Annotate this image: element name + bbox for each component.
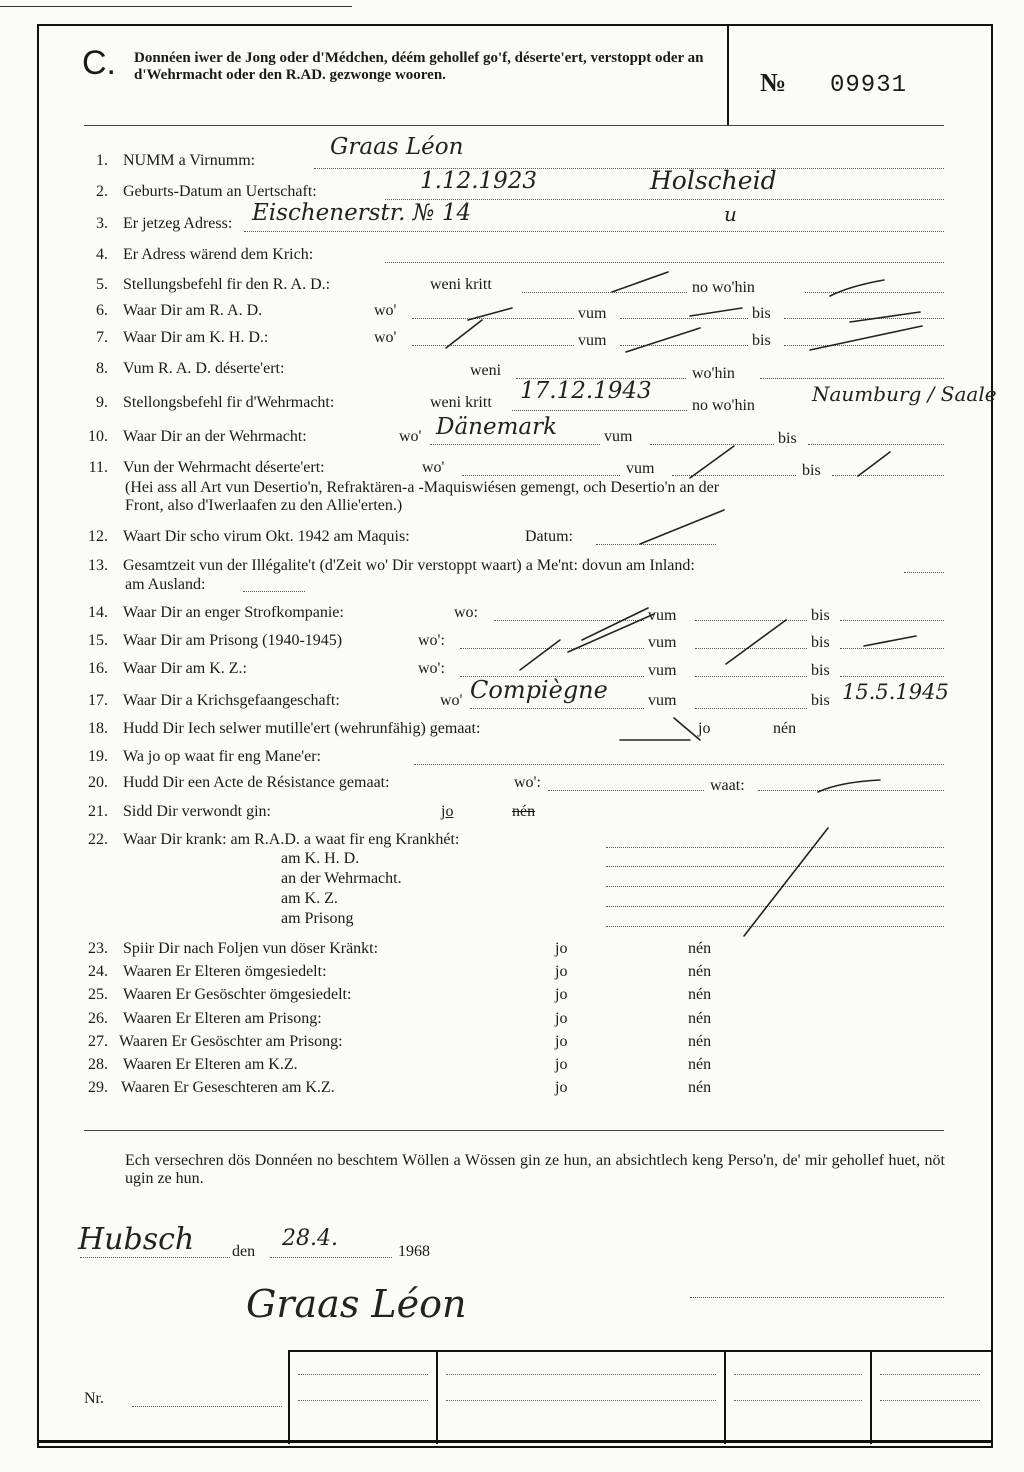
row-label: Er jetzeg Adress:: [123, 215, 233, 232]
row-number: 5.: [96, 276, 108, 293]
row-number: 6.: [96, 302, 108, 319]
row-number: 3.: [96, 215, 108, 232]
row-datum-label: Datum:: [525, 528, 573, 545]
row-label: Hudd Dir een Acte de Résistance gemaat:: [123, 774, 390, 791]
row-label: am Ausland:: [125, 576, 206, 593]
row-bis-label: bis: [811, 634, 830, 651]
row-number: 21.: [88, 803, 108, 820]
row-label: Geburts-Datum an Uertschaft:: [123, 183, 317, 200]
row-sub-label: am Prisong: [281, 910, 354, 927]
answer-nen[interactable]: nén: [773, 720, 797, 737]
row-label: Waaren Er Elteren am K.Z.: [123, 1056, 298, 1073]
row-label: Waaren Er Gesöschter ömgesiedelt:: [123, 986, 352, 1003]
row-number: 16.: [88, 660, 108, 677]
answer-nen[interactable]: nén: [512, 803, 536, 820]
row-number: 11.: [88, 459, 108, 476]
row-sub-label: an der Wehrmacht.: [281, 870, 402, 887]
row-number: 10.: [88, 428, 108, 445]
row-label: Wa jo op waat fir eng Mane'er:: [123, 748, 321, 765]
row-number: 4.: [96, 246, 108, 263]
row-number: 13.: [88, 557, 108, 574]
handwritten-birth-date: 1.12.1923: [420, 168, 538, 194]
row-vum-label: vum: [648, 692, 677, 709]
row-vum-label: vum: [578, 332, 607, 349]
row-label: Waaren Er Elteren ömgesiedelt:: [123, 963, 327, 980]
row-note: (Hei ass all Art vun Desertio'n, Refraktären-a -Maquiswiésen gemengt, och Desertio'n an der: [125, 479, 720, 496]
row-number: 15.: [88, 632, 108, 649]
answer-nen[interactable]: nén: [688, 986, 712, 1003]
row-bis-label: bis: [811, 607, 830, 624]
row-number: 20.: [88, 774, 108, 791]
row-wo-label: wo': [374, 329, 397, 346]
answer-jo[interactable]: jo: [555, 1079, 568, 1096]
row-vum-label: vum: [626, 460, 655, 477]
row-label: NUMM a Virnumm:: [123, 152, 256, 169]
row-wo-label: wo:: [454, 604, 478, 621]
handwritten-captivity-until: 15.5.1945: [842, 680, 949, 704]
row-label: Waar Dir krank: am R.A.D. a waat fir eng Krankhét:: [123, 831, 460, 848]
row-waat-label: waat:: [710, 777, 745, 794]
row-label: Stellongsbefehl fir d'Wehrmacht:: [123, 394, 335, 411]
handwritten-wehrmacht-date: 17.12.1943: [520, 378, 652, 404]
nr-label: Nr.: [84, 1390, 104, 1407]
row-vum-label: vum: [648, 634, 677, 651]
handwritten-address: Eischenerstr. № 14: [252, 200, 472, 226]
answer-jo[interactable]: jo: [441, 803, 454, 820]
row-number: 29.: [88, 1079, 108, 1096]
row-number: 27.: [88, 1033, 108, 1050]
handwritten-address-ditto: u: [724, 202, 737, 226]
row-wo-label: wo': [374, 302, 397, 319]
stroke: [468, 308, 512, 320]
row-bis-label: bis: [752, 305, 771, 322]
row-label: Waaren Er Gesöschter am Prisong:: [119, 1033, 343, 1050]
row-bis-label: bis: [811, 662, 830, 679]
row-number: 1.: [96, 152, 108, 169]
stroke: [674, 718, 700, 740]
stroke: [850, 312, 920, 322]
answer-jo[interactable]: jo: [555, 940, 568, 957]
row-bis-label: bis: [778, 430, 797, 447]
answer-nen[interactable]: nén: [688, 963, 712, 980]
handwritten-birth-place: Holscheid: [650, 166, 777, 195]
answer-jo[interactable]: jo: [555, 963, 568, 980]
stroke: [626, 328, 700, 352]
stroke: [818, 780, 880, 792]
row-number: 14.: [88, 604, 108, 621]
row-wo-label: wo':: [418, 632, 445, 649]
row-number: 17.: [88, 692, 108, 709]
row-number: 12.: [88, 528, 108, 545]
stroke: [568, 614, 654, 652]
row-sub-label: am K. Z.: [281, 890, 338, 907]
signature: Graas Léon: [246, 1282, 467, 1326]
row-number: 26.: [88, 1010, 108, 1027]
declaration-text: Ech versechren dös Donnéen no beschtem Wöllen a Wössen gin ze hun, an absichtlech keng Perso'n, de' mir gehollef huet, nöt ugin ze hun.: [125, 1152, 945, 1187]
stroke: [640, 510, 724, 544]
row-label: Waar Dir an enger Strofkompanie:: [123, 604, 344, 621]
row-label: Spiir Dir nach Foljen vun döser Kränkt:: [123, 940, 379, 957]
answer-nen[interactable]: nén: [688, 1079, 712, 1096]
row-label: Waar Dir a Krichsgefaangeschaft:: [123, 692, 340, 709]
row-number: 23.: [88, 940, 108, 957]
row-vum-label: vum: [604, 428, 633, 445]
row-label: Gesamtzeit vun der Illégalite't (d'Zeit wo' Dir verstoppt waart) a Me'nt: dovun am Inland:: [123, 557, 695, 574]
row-label: Vum R. A. D. déserte'ert:: [123, 360, 285, 377]
handwritten-wehrmacht-place: Naumburg / Saale: [812, 382, 997, 406]
row-number: 18.: [88, 720, 108, 737]
stroke: [582, 608, 648, 640]
row-label: Sidd Dir verwondt gin:: [123, 803, 271, 820]
answer-nen[interactable]: nén: [688, 1033, 712, 1050]
row-label: Waart Dir scho virum Okt. 1942 am Maquis:: [123, 528, 410, 545]
row-bis-label: bis: [752, 332, 771, 349]
row-number: 22.: [88, 831, 108, 848]
row-number: 19.: [88, 748, 108, 765]
row-sub-label: am K. H. D.: [281, 850, 360, 867]
row-label: Hudd Dir Iech selwer mutille'ert (wehrunfähig) gemaat:: [123, 720, 481, 737]
row-wo-label: wo': [422, 459, 445, 476]
row-label: Stellungsbefehl fir den R. A. D.:: [123, 276, 331, 293]
row-label: Vun der Wehrmacht déserte'ert:: [123, 459, 325, 476]
stroke: [612, 272, 668, 292]
row-label: Er Adress wärend dem Krich:: [123, 246, 314, 263]
row-vum-label: vum: [648, 662, 677, 679]
answer-jo[interactable]: jo: [555, 1010, 568, 1027]
row-vum-label: vum: [648, 607, 677, 624]
row-number: 8.: [96, 360, 108, 377]
stroke: [858, 452, 890, 476]
handwritten-name: Graas Léon: [330, 134, 464, 160]
answer-jo[interactable]: jo: [555, 1056, 568, 1073]
row-label: Waaren Er Elteren am Prisong:: [123, 1010, 322, 1027]
handwritten-place: Hubsch: [78, 1222, 195, 1257]
answer-nen[interactable]: nén: [688, 1056, 712, 1073]
stroke: [690, 308, 742, 316]
row-number: 24.: [88, 963, 108, 980]
row-number: 9.: [96, 394, 108, 411]
stroke: [830, 280, 884, 296]
number-sign: №: [760, 68, 787, 97]
row-wohin-label: no wo'hin: [692, 397, 755, 414]
stroke: [744, 828, 828, 936]
stroke: [810, 326, 922, 350]
year-label: 1968: [398, 1243, 430, 1260]
handwritten-date: 28.4.: [282, 1226, 338, 1251]
row-vum-label: vum: [578, 305, 607, 322]
row-label: Waar Dir am Prisong (1940-1945): [123, 632, 343, 649]
stroke: [446, 320, 482, 348]
row-wo-label: wo':: [514, 774, 541, 791]
row-wo-label: wo': [399, 428, 422, 445]
row-wo-label: wo':: [418, 660, 445, 677]
row-bis-label: bis: [802, 462, 821, 479]
section-title: Donnéen iwer de Jong oder d'Médchen, déém gehollef go'f, déserte'ert, verstoppt oder an d'Wehrmacht oder den R.AD. gezwonge wooren.: [134, 50, 704, 83]
den-label: den: [232, 1243, 256, 1260]
row-label: Waar Dir am K. Z.:: [123, 660, 247, 677]
row-number: 25.: [88, 986, 108, 1003]
row-weni-label: weni: [470, 362, 502, 379]
handwritten-captivity-where: Compiègne: [470, 676, 608, 704]
row-number: 7.: [96, 329, 108, 346]
row-note: Front, also d'Iwerlaafen zu den Allie'erten.): [125, 497, 403, 514]
row-wo-label: wo': [440, 692, 463, 709]
row-wohin-label: wo'hin: [692, 365, 735, 382]
row-label: Waar Dir am K. H. D.:: [123, 329, 269, 346]
row-weni-label: weni kritt: [430, 276, 492, 293]
row-number: 28.: [88, 1056, 108, 1073]
row-weni-label: weni kritt: [430, 394, 492, 411]
row-label: Waar Dir an der Wehrmacht:: [123, 428, 307, 445]
stroke: [726, 620, 786, 664]
answer-jo[interactable]: jo: [555, 1033, 568, 1050]
row-label: Waaren Er Geseschteren am K.Z.: [121, 1079, 335, 1096]
form-number: 09931: [830, 72, 908, 99]
stroke: [520, 640, 560, 670]
row-wohin-label: no wo'hin: [692, 279, 755, 296]
section-letter: C.: [82, 44, 116, 82]
answer-nen[interactable]: nén: [688, 1010, 712, 1027]
stroke: [690, 446, 734, 478]
stroke: [864, 636, 916, 646]
row-bis-label: bis: [811, 692, 830, 709]
row-number: 2.: [96, 183, 108, 200]
answer-jo[interactable]: jo: [555, 986, 568, 1003]
row-label: Waar Dir am R. A. D.: [123, 302, 263, 319]
handwritten-wehrmacht-where: Dänemark: [436, 414, 558, 440]
answer-jo[interactable]: jo: [698, 720, 711, 737]
answer-nen[interactable]: nén: [688, 940, 712, 957]
